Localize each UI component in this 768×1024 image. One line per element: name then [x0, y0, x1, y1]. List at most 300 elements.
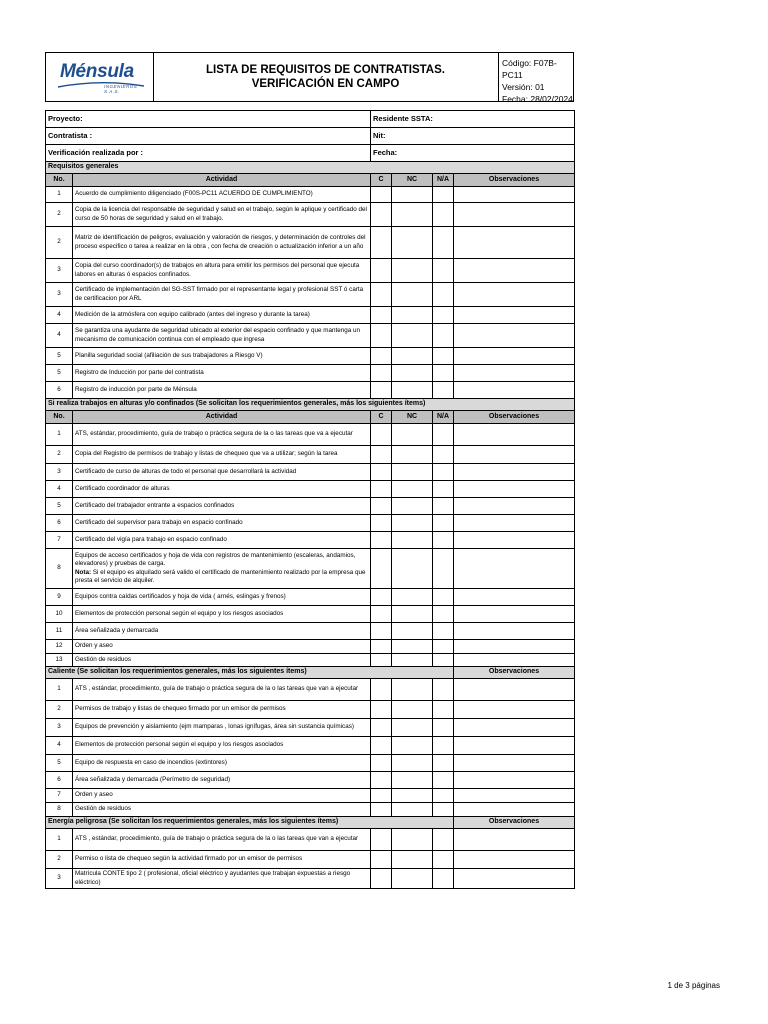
check-na-cell[interactable] [433, 869, 454, 889]
observaciones-cell[interactable] [454, 549, 575, 589]
activity-text: ATS , estándar, procedimiento, guía de trabajo o práctica segura de la o las tareas que van a ejecutar [75, 685, 359, 693]
check-nc-cell[interactable] [392, 755, 433, 772]
check-nc-cell[interactable] [392, 446, 433, 464]
row-number: 8 [46, 549, 73, 589]
table-row [46, 772, 575, 789]
activity-text: Certificado de implementación del SG-SST firmado por el representante legal y profesional SST ó carta de certificacion por ARL [75, 286, 364, 302]
table-row [46, 515, 575, 532]
activity-text: Equipos de acceso certificados y hoja de vida con registros de mantenimiento (escaleras, andamios, elevadores) y pruebas de carga. [75, 552, 356, 568]
section-title: Caliente (Se solicitan los requerimientos generales, más los siguientes ítems) [46, 667, 454, 679]
check-c-cell[interactable] [371, 789, 392, 803]
activity-cell [73, 606, 371, 623]
activity-cell [73, 446, 371, 464]
activity-text: Certificado de curso de alturas de todo el personal que desarrollará la actividad [75, 467, 297, 475]
row-number: 2 [46, 851, 73, 869]
fecha: Fecha: 28/02/2024 [502, 94, 573, 104]
check-na-cell[interactable] [433, 382, 454, 399]
check-nc-cell[interactable] [392, 227, 433, 259]
table-row [46, 348, 575, 365]
check-c-cell[interactable] [371, 424, 392, 446]
check-c-cell[interactable] [371, 606, 392, 623]
table-row [46, 640, 575, 654]
row-number: 10 [46, 606, 73, 623]
check-nc-cell[interactable] [392, 679, 433, 701]
activity-text: Área señalizada y demarcada [75, 626, 159, 634]
activity-text: Copia de la licencia del responsable de seguridad y salud en el trabajo, según le aplique y certificado del curso de 50 horas de seguridad y salud en el trabajo. [75, 206, 367, 222]
col-observaciones-header: Observaciones [454, 411, 575, 424]
row-number: 1 [46, 424, 73, 446]
check-nc-cell[interactable] [392, 851, 433, 869]
table-row [46, 464, 575, 481]
observaciones-cell[interactable] [454, 424, 575, 446]
observaciones-cell[interactable] [454, 532, 575, 549]
section-header [46, 667, 575, 679]
activity-text: Equipos de prevención y aislamiento (ejm mamparas , lonas ignífugas, área sin sustancia químicas) [75, 723, 354, 731]
row-number: 1 [46, 187, 73, 203]
check-na-cell[interactable] [433, 307, 454, 324]
table-row [46, 446, 575, 464]
observaciones-cell[interactable] [454, 869, 575, 889]
check-na-cell[interactable] [433, 532, 454, 549]
activity-cell [73, 348, 371, 365]
table-row [46, 307, 575, 324]
table-row [46, 382, 575, 399]
check-na-cell[interactable] [433, 737, 454, 755]
check-na-cell[interactable] [433, 283, 454, 307]
observaciones-cell[interactable] [454, 589, 575, 606]
check-nc-cell[interactable] [392, 719, 433, 737]
check-c-cell[interactable] [371, 851, 392, 869]
section-title: Energía peligrosa (Se solicitan los requerimientos generales, más los siguientes ítems) [46, 817, 454, 829]
note-label: Nota: [75, 568, 92, 576]
company-logo [46, 53, 154, 101]
activity-text: Matriz de identificación de peligros, evaluación y valoración de riesgos, y determinación de controles del proceso especifico o tarea a realizar en la obra , con fecha de creación o actualización inferior a un año [75, 234, 366, 250]
check-c-cell[interactable] [371, 382, 392, 399]
observaciones-cell[interactable] [454, 772, 575, 789]
check-nc-cell[interactable] [392, 307, 433, 324]
note-text: Si el equipo es alquilado será valido el certificado de mantenimiento realizado por la empresa que presta el servicio de alquiler. [75, 568, 366, 584]
observaciones-cell[interactable] [454, 203, 575, 227]
activity-text: Certificado coordinador de alturas [75, 484, 170, 492]
observaciones-cell[interactable] [454, 640, 575, 654]
table-row [46, 606, 575, 623]
check-nc-cell[interactable] [392, 283, 433, 307]
info-row [46, 111, 575, 128]
activity-cell [73, 737, 371, 755]
check-nc-cell[interactable] [392, 589, 433, 606]
activity-cell [73, 481, 371, 498]
check-nc-cell[interactable] [392, 382, 433, 399]
observaciones-cell[interactable] [454, 829, 575, 851]
section-header [46, 162, 575, 174]
table-row [46, 532, 575, 549]
activity-cell [73, 640, 371, 654]
col-c-header: C [371, 174, 392, 187]
check-na-cell[interactable] [433, 719, 454, 737]
activity-cell [73, 464, 371, 481]
table-row [46, 869, 575, 889]
section-header [46, 399, 575, 411]
check-nc-cell[interactable] [392, 654, 433, 667]
observaciones-cell[interactable] [454, 851, 575, 869]
row-number: 11 [46, 623, 73, 640]
check-nc-cell[interactable] [392, 532, 433, 549]
activity-cell [73, 851, 371, 869]
check-c-cell[interactable] [371, 869, 392, 889]
check-nc-cell[interactable] [392, 803, 433, 817]
check-na-cell[interactable] [433, 187, 454, 203]
activity-cell [73, 549, 371, 589]
activity-cell [73, 719, 371, 737]
activity-cell [73, 869, 371, 889]
observaciones-cell[interactable] [454, 498, 575, 515]
check-c-cell[interactable] [371, 348, 392, 365]
row-number: 3 [46, 869, 73, 889]
table-row [46, 719, 575, 737]
check-nc-cell[interactable] [392, 424, 433, 446]
check-na-cell[interactable] [433, 851, 454, 869]
observaciones-cell[interactable] [454, 283, 575, 307]
observaciones-cell[interactable] [454, 789, 575, 803]
col-no-header: No. [46, 174, 73, 187]
activity-cell [73, 532, 371, 549]
check-na-cell[interactable] [433, 515, 454, 532]
check-na-cell[interactable] [433, 654, 454, 667]
observaciones-cell[interactable] [454, 701, 575, 719]
check-c-cell[interactable] [371, 464, 392, 481]
activity-text: Registro de Inducción por parte del contratista [75, 368, 204, 376]
check-c-cell[interactable] [371, 365, 392, 382]
check-na-cell[interactable] [433, 446, 454, 464]
table-row [46, 227, 575, 259]
check-c-cell[interactable] [371, 772, 392, 789]
activity-text: Área señalizada y demarcada (Perímetro de seguridad) [75, 775, 231, 783]
check-na-cell[interactable] [433, 365, 454, 382]
check-nc-cell[interactable] [392, 869, 433, 889]
check-nc-cell[interactable] [392, 498, 433, 515]
activity-text: Permisos de trabajo y listas de chequeo firmado por un emisor de permisos [75, 705, 286, 713]
activity-cell [73, 259, 371, 283]
activity-text: Gestión de residuos [75, 805, 132, 813]
check-nc-cell[interactable] [392, 737, 433, 755]
table-row [46, 789, 575, 803]
contratista-field[interactable]: Contratista : [46, 128, 371, 145]
row-number: 2 [46, 227, 73, 259]
table-row [46, 187, 575, 203]
check-c-cell[interactable] [371, 549, 392, 589]
observaciones-cell[interactable] [454, 348, 575, 365]
row-number: 3 [46, 464, 73, 481]
check-na-cell[interactable] [433, 623, 454, 640]
check-na-cell[interactable] [433, 203, 454, 227]
activity-cell [73, 589, 371, 606]
check-c-cell[interactable] [371, 283, 392, 307]
activity-text: Medición de la atmósfera con equipo calibrado (antes del ingreso y durante la tarea) [75, 310, 310, 318]
observaciones-cell[interactable] [454, 307, 575, 324]
row-number: 1 [46, 829, 73, 851]
title-line-2: VERIFICACIÓN EN CAMPO [251, 78, 400, 90]
check-nc-cell[interactable] [392, 365, 433, 382]
column-header-row [46, 411, 575, 424]
check-c-cell[interactable] [371, 640, 392, 654]
col-c-header: C [371, 411, 392, 424]
check-nc-cell[interactable] [392, 606, 433, 623]
activity-cell [73, 679, 371, 701]
row-number: 5 [46, 755, 73, 772]
check-nc-cell[interactable] [392, 203, 433, 227]
check-na-cell[interactable] [433, 589, 454, 606]
check-nc-cell[interactable] [392, 464, 433, 481]
check-nc-cell[interactable] [392, 515, 433, 532]
check-c-cell[interactable] [371, 679, 392, 701]
row-number: 13 [46, 654, 73, 667]
check-nc-cell[interactable] [392, 549, 433, 589]
check-nc-cell[interactable] [392, 259, 433, 283]
table-row [46, 589, 575, 606]
section-title: Requisitos generales [46, 162, 575, 174]
observaciones-cell[interactable] [454, 623, 575, 640]
check-nc-cell[interactable] [392, 640, 433, 654]
document-title [153, 53, 499, 101]
row-number: 3 [46, 719, 73, 737]
row-number: 4 [46, 307, 73, 324]
observaciones-cell[interactable] [454, 481, 575, 498]
document-meta [502, 57, 573, 105]
row-number: 6 [46, 515, 73, 532]
check-c-cell[interactable] [371, 701, 392, 719]
observaciones-header: Observaciones [454, 817, 575, 829]
activity-cell [73, 515, 371, 532]
logo-subtitle: INGENIEROS S.A.S. [104, 84, 138, 94]
observaciones-cell[interactable] [454, 187, 575, 203]
check-na-cell[interactable] [433, 829, 454, 851]
check-nc-cell[interactable] [392, 481, 433, 498]
observaciones-cell[interactable] [454, 755, 575, 772]
row-number: 2 [46, 446, 73, 464]
check-na-cell[interactable] [433, 481, 454, 498]
activity-text: Matrícula CONTE tipo 2 ( profesional, oficial eléctrico y ayudantes que trabajan expuestas a riesgo eléctrico) [75, 870, 351, 886]
activity-text: Registro de inducción por parte de Ménsula [75, 385, 197, 393]
table-row [46, 679, 575, 701]
observaciones-cell[interactable] [454, 227, 575, 259]
check-c-cell[interactable] [371, 623, 392, 640]
check-na-cell[interactable] [433, 464, 454, 481]
row-number: 4 [46, 324, 73, 348]
row-number: 12 [46, 640, 73, 654]
check-na-cell[interactable] [433, 498, 454, 515]
check-c-cell[interactable] [371, 719, 392, 737]
table-row [46, 283, 575, 307]
check-nc-cell[interactable] [392, 789, 433, 803]
observaciones-cell[interactable] [454, 259, 575, 283]
check-na-cell[interactable] [433, 803, 454, 817]
check-nc-cell[interactable] [392, 324, 433, 348]
fecha-field[interactable]: Fecha: [371, 145, 575, 162]
check-na-cell[interactable] [433, 549, 454, 589]
check-c-cell[interactable] [371, 498, 392, 515]
activity-cell [73, 307, 371, 324]
activity-text: Orden y aseo [75, 642, 113, 650]
info-row [46, 145, 575, 162]
table-row [46, 829, 575, 851]
verificacion-field[interactable]: Verificación realizada por : [46, 145, 371, 162]
check-na-cell[interactable] [433, 424, 454, 446]
check-na-cell[interactable] [433, 259, 454, 283]
check-c-cell[interactable] [371, 532, 392, 549]
activity-cell [73, 498, 371, 515]
col-no-header: No. [46, 411, 73, 424]
table-row [46, 203, 575, 227]
activity-text: Certificado del vigía para trabajo en espacio confinado [75, 535, 227, 543]
row-number: 8 [46, 803, 73, 817]
activity-cell [73, 623, 371, 640]
check-na-cell[interactable] [433, 789, 454, 803]
activity-cell [73, 772, 371, 789]
table-row [46, 755, 575, 772]
observaciones-cell[interactable] [454, 737, 575, 755]
activity-text: Se garantiza una ayudante de seguridad ubicado al exterior del espacio confinado y que mantenga un mecanismo de comunicación continua con el empleado que ingresa [75, 327, 360, 343]
activity-cell [73, 283, 371, 307]
check-c-cell[interactable] [371, 187, 392, 203]
check-na-cell[interactable] [433, 772, 454, 789]
proyecto-field[interactable]: Proyecto: [46, 111, 371, 128]
check-nc-cell[interactable] [392, 701, 433, 719]
activity-cell [73, 203, 371, 227]
activity-text: ATS, estándar, procedimiento, guía de trabajo o práctica segura de la o las tareas que va a ejecutar [75, 430, 353, 438]
check-c-cell[interactable] [371, 324, 392, 348]
check-nc-cell[interactable] [392, 348, 433, 365]
activity-text: Elementos de protección personal según el equipo y los riesgos asociados [75, 741, 284, 749]
activity-cell [73, 324, 371, 348]
column-header-row [46, 174, 575, 187]
observaciones-cell[interactable] [454, 365, 575, 382]
activity-text: Certificado del trabajador entrante a espacios confinados [75, 501, 235, 509]
table-row [46, 498, 575, 515]
check-c-cell[interactable] [371, 481, 392, 498]
check-c-cell[interactable] [371, 515, 392, 532]
check-c-cell[interactable] [371, 737, 392, 755]
col-nc-header: NC [392, 174, 433, 187]
check-c-cell[interactable] [371, 829, 392, 851]
col-na-header: N/A [433, 411, 454, 424]
activity-text: Permiso o lista de chequeo según la actividad firmado por un emisor de permisos [75, 855, 303, 863]
table-row [46, 424, 575, 446]
check-na-cell[interactable] [433, 640, 454, 654]
check-c-cell[interactable] [371, 755, 392, 772]
check-na-cell[interactable] [433, 227, 454, 259]
row-number: 5 [46, 348, 73, 365]
codigo: Código: F07B-PC11 [502, 58, 557, 80]
check-nc-cell[interactable] [392, 187, 433, 203]
activity-cell [73, 227, 371, 259]
table-row [46, 803, 575, 817]
activity-text: Equipos contra caídas certificados y hoja de vida ( arnés, eslingas y frenos) [75, 592, 286, 600]
row-number: 5 [46, 498, 73, 515]
check-c-cell[interactable] [371, 803, 392, 817]
row-number: 6 [46, 772, 73, 789]
activity-text: Elementos de protección personal según el equipo y los riesgos asociados [75, 609, 284, 617]
table-row [46, 623, 575, 640]
row-number: 4 [46, 481, 73, 498]
activity-text: Acuerdo de cumplimiento diligenciado (F00S-PC11 ACUERDO DE CUMPLIMIENTO) [75, 190, 313, 198]
activity-cell [73, 365, 371, 382]
activity-cell [73, 789, 371, 803]
row-number: 9 [46, 589, 73, 606]
row-number: 7 [46, 789, 73, 803]
check-na-cell[interactable] [433, 606, 454, 623]
observaciones-cell[interactable] [454, 382, 575, 399]
table-row [46, 851, 575, 869]
check-c-cell[interactable] [371, 446, 392, 464]
table-row [46, 365, 575, 382]
row-number: 7 [46, 532, 73, 549]
table-row [46, 701, 575, 719]
check-c-cell[interactable] [371, 259, 392, 283]
section-header [46, 817, 575, 829]
observaciones-header: Observaciones [454, 667, 575, 679]
table-row [46, 654, 575, 667]
table-row [46, 324, 575, 348]
check-c-cell[interactable] [371, 307, 392, 324]
check-na-cell[interactable] [433, 324, 454, 348]
check-nc-cell[interactable] [392, 829, 433, 851]
logo-word: Ménsula [60, 61, 134, 82]
observaciones-cell[interactable] [454, 719, 575, 737]
observaciones-cell[interactable] [454, 515, 575, 532]
row-number: 3 [46, 283, 73, 307]
check-na-cell[interactable] [433, 348, 454, 365]
page-number: 1 de 3 páginas [667, 981, 720, 990]
row-number: 6 [46, 382, 73, 399]
check-c-cell[interactable] [371, 589, 392, 606]
observaciones-cell[interactable] [454, 606, 575, 623]
observaciones-cell[interactable] [454, 654, 575, 667]
check-c-cell[interactable] [371, 227, 392, 259]
row-number: 4 [46, 737, 73, 755]
col-actividad-header: Actividad [73, 411, 371, 424]
requirements-table [45, 110, 575, 889]
observaciones-cell[interactable] [454, 446, 575, 464]
activity-text: Planilla seguridad social (afiliación de sus trabajadores a Riesgo V) [75, 351, 263, 359]
nit-field[interactable]: Nit: [371, 128, 575, 145]
check-c-cell[interactable] [371, 654, 392, 667]
activity-text: Orden y aseo [75, 791, 113, 799]
table-row [46, 481, 575, 498]
check-nc-cell[interactable] [392, 772, 433, 789]
check-na-cell[interactable] [433, 701, 454, 719]
check-nc-cell[interactable] [392, 623, 433, 640]
observaciones-cell[interactable] [454, 679, 575, 701]
document-header [45, 52, 574, 102]
section-title: Si realiza trabajos en alturas y/o confinados (Se solicitan los requerimientos generales, más los siguientes ítems) [46, 399, 575, 411]
check-na-cell[interactable] [433, 679, 454, 701]
residente-field[interactable]: Residente SSTA: [371, 111, 575, 128]
activity-cell [73, 803, 371, 817]
title-line-1: LISTA DE REQUISITOS DE CONTRATISTAS. [206, 64, 445, 76]
table-row [46, 549, 575, 589]
check-na-cell[interactable] [433, 755, 454, 772]
activity-cell [73, 654, 371, 667]
row-number: 5 [46, 365, 73, 382]
observaciones-cell[interactable] [454, 464, 575, 481]
col-na-header: N/A [433, 174, 454, 187]
row-number: 2 [46, 701, 73, 719]
observaciones-cell[interactable] [454, 803, 575, 817]
observaciones-cell[interactable] [454, 324, 575, 348]
activity-cell [73, 424, 371, 446]
row-number: 2 [46, 203, 73, 227]
check-c-cell[interactable] [371, 203, 392, 227]
